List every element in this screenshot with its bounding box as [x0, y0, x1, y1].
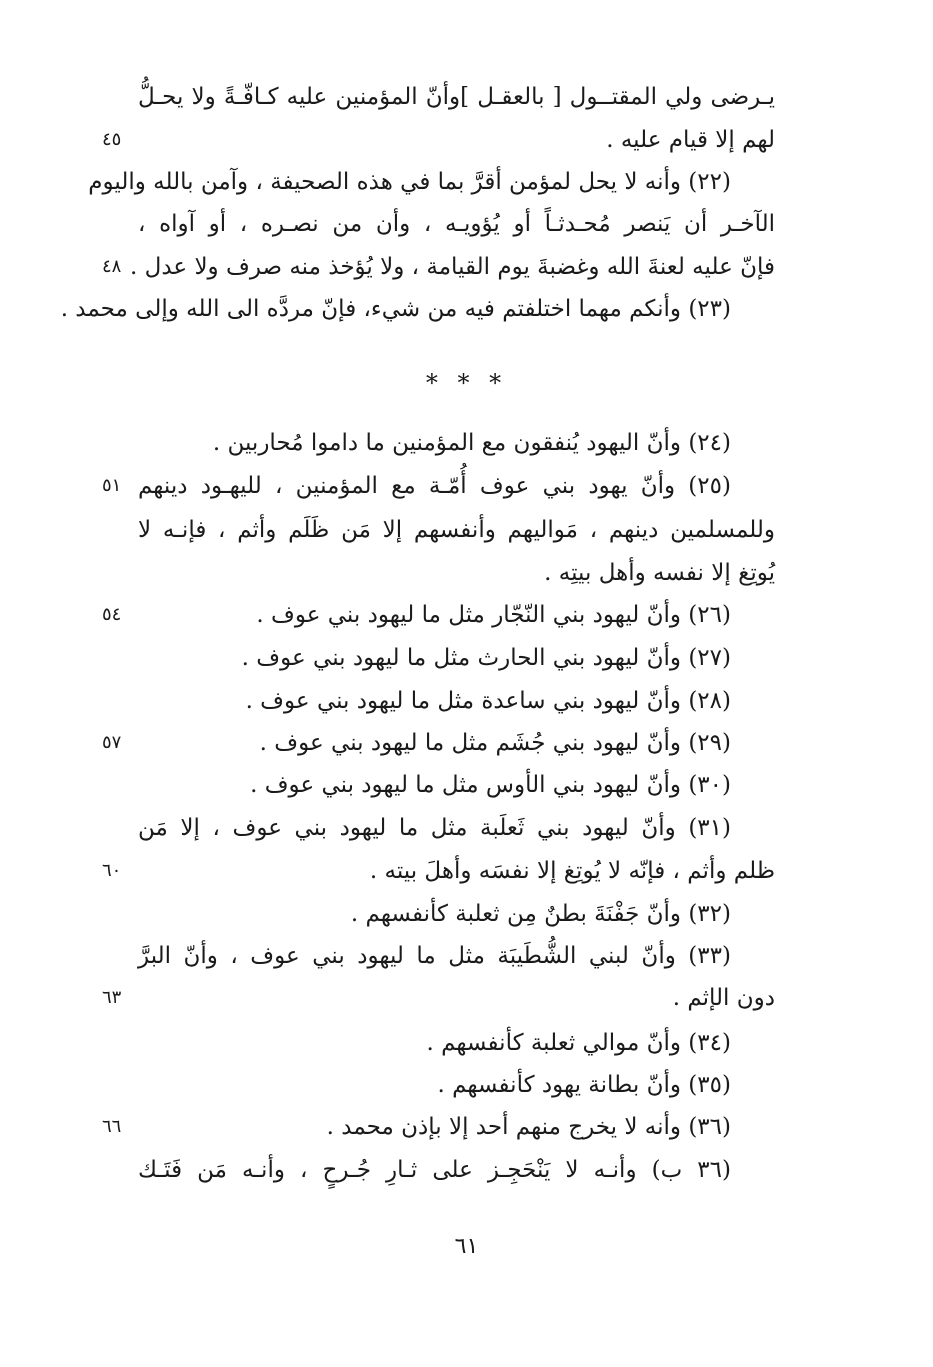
line-number: ٥٤: [102, 604, 122, 625]
text-line: (٣١) وأنّ ليهود بني ثَعلَبة مثل ما ليهود بني عوف ، إلا مَن: [138, 815, 731, 841]
text-line: يـرضى ولي المقتــول [ بالعقـل ]وأنّ المؤمنين عليه كـافّـةً ولا يحـلُّ: [138, 84, 775, 110]
line-number: ٥٧: [102, 732, 122, 753]
text-line: (٢٨) وأنّ ليهود بني ساعدة مثل ما ليهود بني عوف .: [245, 688, 731, 714]
text-line: الآخـر أن يَنصر مُحـدثـاً أو يُؤويـه ، وأن من نصـره ، أو آواه ،: [138, 211, 775, 237]
text-line: (٣٣) وأنّ لبني الشُّطَيبَة مثل ما ليهود بني عوف ، وأنّ البرَّ: [138, 943, 731, 969]
text-line: (٣٠) وأنّ ليهود بني الأوس مثل ما ليهود بني عوف .: [250, 772, 731, 798]
section-separator: * * *: [425, 369, 508, 397]
line-number: ٥١: [102, 475, 122, 496]
text-line: دون الإثم .: [672, 985, 775, 1011]
text-line: (٢٢) وأنه لا يحل لمؤمن أقرَّ بما في هذه الصحيفة ، وآمن بالله واليوم: [88, 169, 731, 195]
line-number: ٦٦: [102, 1116, 122, 1137]
line-number: ٦٠: [102, 860, 122, 881]
text-line: ظلم وأثم ، فإنّه لا يُوتِغ إلا نفسَه وأهلَ بيته .: [369, 858, 775, 884]
text-line: (٢٧) وأنّ ليهود بني الحارث مثل ما ليهود بني عوف .: [241, 645, 731, 671]
text-line: (٢٣) وأنكم مهما اختلفتم فيه من شيء، فإنّ مردَّه الى الله وإلى محمد .: [60, 296, 731, 322]
text-line: (٣٦ ب) وأنـه لا يَنْحَجِـز على ثـارِ جُـرحٍ ، وأنـه مَن فَتَـك: [138, 1157, 731, 1183]
text-line: (٢٩) وأنّ ليهود بني جُشَم مثل ما ليهود بني عوف .: [259, 730, 731, 756]
text-line: (٢٥) وأنّ يهود بني عوف أُمّـة مع المؤمنين ، لليهـود دينهم: [138, 473, 731, 499]
text-line: لهم إلا قيام عليه .: [606, 127, 775, 153]
line-number: ٤٥: [102, 129, 122, 150]
line-number: ٦٣: [102, 987, 122, 1008]
text-line: (٢٦) وأنّ ليهود بني النّجّار مثل ما ليهود بني عوف .: [256, 602, 731, 628]
text-line: فإنّ عليه لعنةَ الله وغضبةَ يوم القيامة ، ولا يُؤخذ منه صرف ولا عدل .: [130, 254, 775, 280]
text-line: يُوتِغ إلا نفسه وأهل بيتِه .: [544, 560, 775, 586]
text-line: (٣٤) وأنّ موالي ثعلبة كأنفسهم .: [426, 1030, 731, 1056]
text-line: (٣٥) وأنّ بطانة يهود كأنفسهم .: [437, 1072, 731, 1098]
text-line: وللمسلمين دينهم ، مَواليهم وأنفسهم إلا مَن ظَلَم وأثم ، فإنـه لا: [138, 517, 775, 543]
page-number: ٦١: [454, 1234, 479, 1259]
text-line: (٣٦) وأنه لا يخرج منهم أحد إلا بإذن محمد .: [326, 1114, 731, 1140]
line-number: ٤٨: [102, 256, 122, 277]
text-line: (٣٢) وأنّ جَفْنَةَ بطنٌ مِن ثعلبة كأنفسهم .: [350, 901, 731, 927]
text-line: (٢٤) وأنّ اليهود يُنفقون مع المؤمنين ما داموا مُحاربين .: [212, 430, 731, 456]
